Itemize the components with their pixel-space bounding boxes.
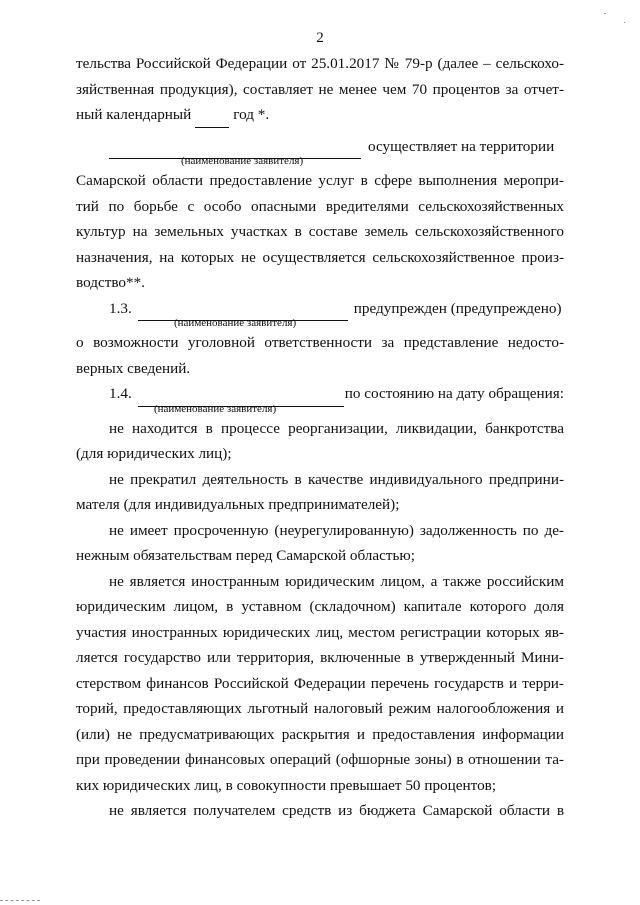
clause-1-3-line: [76, 296, 564, 322]
field-caption: (наименование заявителя): [174, 317, 297, 329]
document-body: [76, 51, 564, 824]
text-line: ких юридических лиц, в совокупности превышает 50 процентов;: [76, 776, 497, 794]
text-fragment: предупрежден (предупреждено): [353, 299, 562, 317]
text-line: назначения, на которых не осуществляется сельскохозяйственное произ-: [76, 248, 564, 266]
text-line: торий, предоставляющих льготный налоговый режим налогообложения и: [76, 700, 564, 717]
text-fragment: год *.: [233, 106, 270, 123]
text-line: водство**.: [76, 274, 145, 291]
text-line: юридическим лицом, в уставном (складочном) капитале которого доля: [76, 598, 564, 615]
field-caption: (наименование заявителя): [181, 155, 304, 167]
text-line: не является получателем средств из бюджета Самарской области в: [109, 802, 564, 819]
scan-artifact: [0, 899, 40, 901]
field-caption: (наименование заявителя): [154, 402, 277, 415]
text-fragment: осуществляет на территории: [368, 137, 555, 155]
text-line: мателя (для индивидуальных предпринимателей);: [76, 496, 400, 513]
page-number: 2: [316, 30, 324, 46]
scan-artifact: [624, 22, 625, 23]
text-line: не находится в процессе реорганизации, ликвидации, банкротства: [109, 419, 564, 437]
year-blank-field[interactable]: [195, 113, 229, 128]
applicant-line-1: [76, 134, 564, 160]
text-line: верных сведений.: [76, 359, 191, 377]
text-line: участия иностранных юридических лиц, местом регистрации которых яв-: [76, 623, 564, 641]
text-line: не прекратил деятельность в качестве индивидуального предприни-: [109, 470, 564, 488]
text-line: о возможности уголовной ответственности за представление недосто-: [76, 334, 564, 351]
text-line: (для юридических лиц);: [76, 445, 232, 462]
text-line: не является иностранным юридическим лицом, а также российским: [109, 572, 564, 590]
clause-number: 1.3.: [109, 299, 132, 317]
text-line: ляется государство или территория, включенные в утвержденный Мини-: [76, 649, 564, 666]
text-line: тельства Российской Федерации от 25.01.2017 № 79-р (далее – сельскохо-: [76, 55, 564, 72]
text-line: (или) не предусматривающих раскрытия и предоставления информации: [76, 725, 564, 743]
text-line: стерством финансов Российской Федерации перечень государств и терри-: [76, 674, 564, 692]
text-fragment: ный календарный: [76, 106, 192, 123]
text-line: нежным обязательствам перед Самарской областью;: [76, 547, 415, 564]
text-fragment: по состоянию на дату обращения:: [344, 385, 564, 402]
clause-1-4-line: [76, 381, 564, 407]
clause-number: 1.4.: [109, 385, 132, 402]
text-line: зяйственная продукция), составляет не менее чем 70 процентов за отчет-: [76, 80, 564, 98]
text-line: тий по борьбе с особо опасными вредителями сельскохозяйственных: [76, 197, 564, 215]
text-line: при проведении финансовых операций (офшорные зоны) в отношении та-: [76, 751, 564, 768]
text-line: не имеет просроченную (неурегулированную) задолженность по де-: [109, 521, 564, 539]
text-line: культур на земельных участках в составе земель сельскохозяйственного: [76, 223, 564, 240]
text-line: Самарской области предоставление услуг в сфере выполнения меропри-: [76, 172, 564, 189]
report-year-line: [76, 102, 564, 128]
scan-artifact: [604, 13, 606, 14]
